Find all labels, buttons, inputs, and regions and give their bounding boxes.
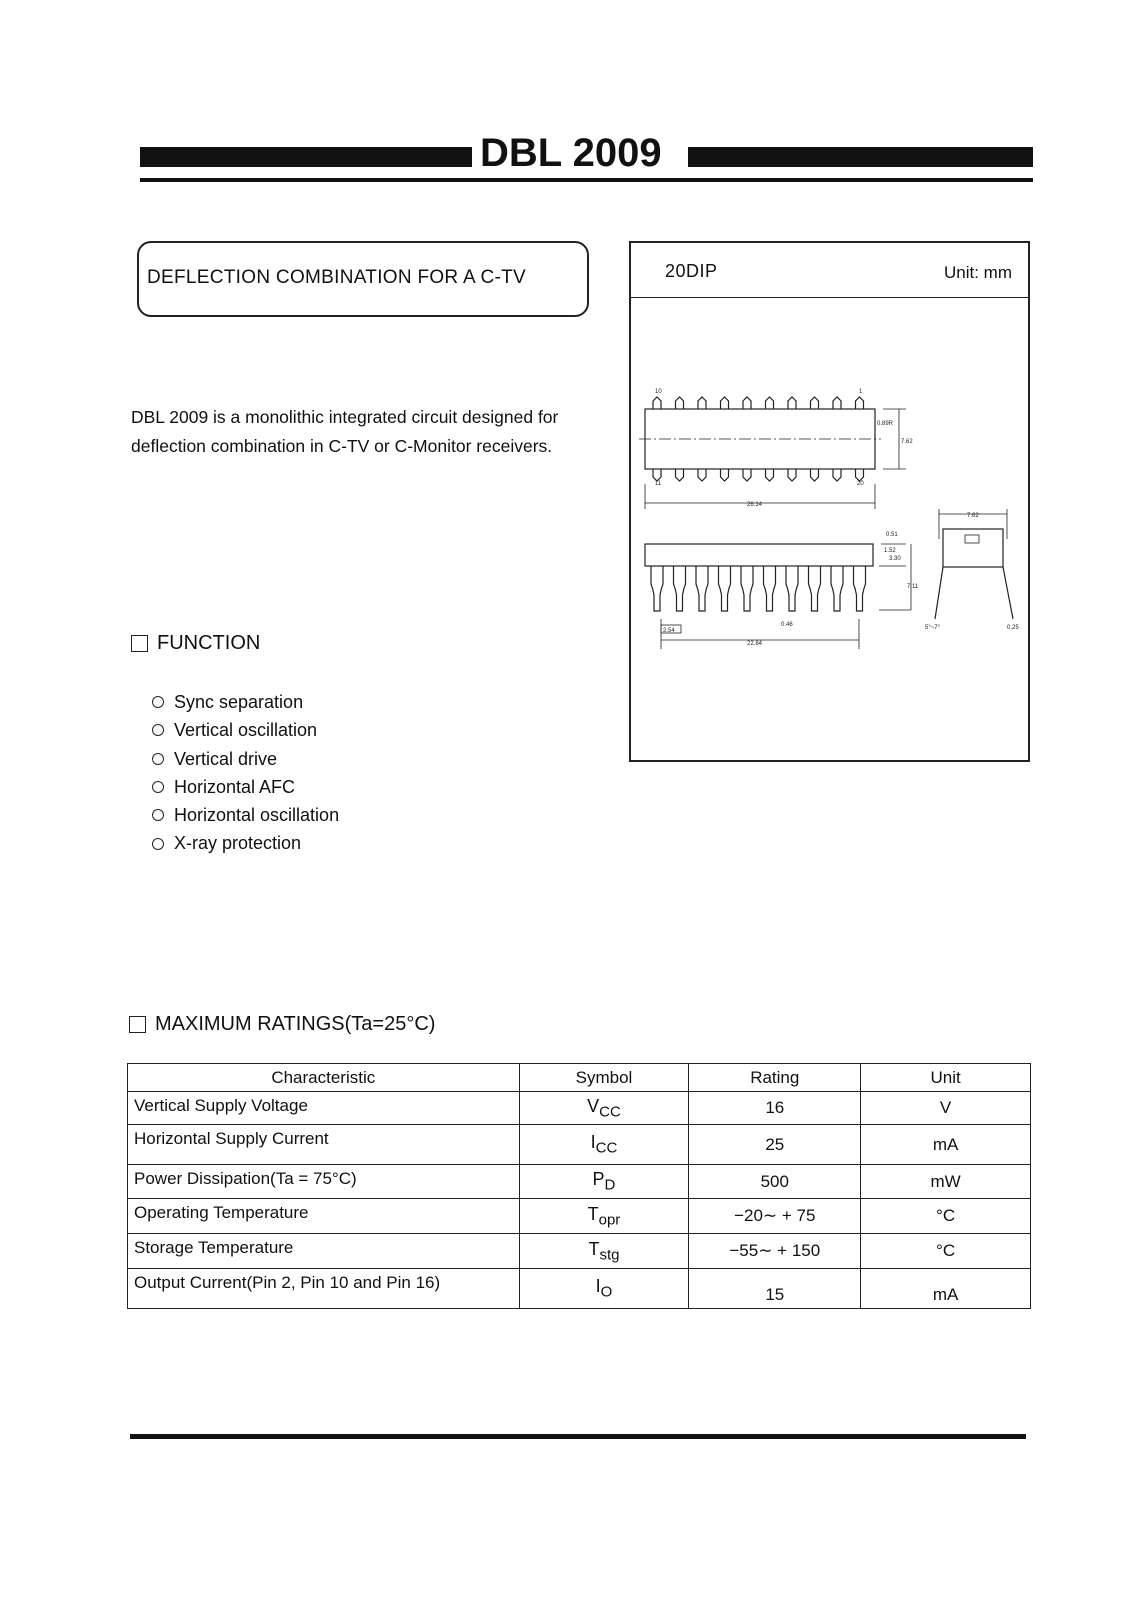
- pin-bottom: [788, 469, 796, 481]
- cell-unit: mW: [861, 1165, 1031, 1199]
- dim-angle: 5°~7°: [925, 625, 940, 631]
- pin-top: [856, 397, 864, 409]
- table-row: [128, 1125, 1031, 1165]
- front-view: [645, 544, 911, 649]
- cell-characteristic: Output Current(Pin 2, Pin 10 and Pin 16): [128, 1269, 520, 1309]
- description-paragraph: DBL 2009 is a monolithic integrated circuit designed for deflection combination in C-TV or C-Monitor receivers.: [131, 407, 559, 456]
- cell-rating: 15: [689, 1269, 861, 1309]
- cell-symbol: $I_{CC}$: [519, 1125, 689, 1165]
- subtitle-text: DEFLECTION COMBINATION FOR A C-TV: [147, 267, 527, 288]
- pin-bottom: [743, 469, 751, 481]
- dim-lead-t2: 1.52: [884, 548, 896, 554]
- lead-front: [809, 566, 821, 611]
- pin-bottom: [653, 469, 661, 481]
- pin-top: [698, 397, 706, 409]
- cell-unit: °C: [861, 1199, 1031, 1234]
- cell-characteristic: Operating Temperature: [128, 1199, 520, 1234]
- pin-top: [721, 397, 729, 409]
- cell-symbol: $V_{CC}$: [519, 1092, 689, 1125]
- pin-top: [653, 397, 661, 409]
- table-row: [128, 1199, 1031, 1234]
- pin-top: [743, 397, 751, 409]
- pin-top: [766, 397, 774, 409]
- table-row: [128, 1092, 1031, 1125]
- package-unit: Unit: mm: [944, 263, 1012, 282]
- cell-symbol: $T_{opr}$: [519, 1199, 689, 1234]
- pin-label-10: 10: [655, 389, 662, 395]
- pin-bottom: [676, 469, 684, 481]
- pin-bottom: [721, 469, 729, 481]
- dim-lead-t3: 3.30: [889, 556, 901, 562]
- footer-rule: [130, 1434, 1026, 1439]
- dim-side-width: 7.62: [967, 513, 979, 519]
- pin-top: [833, 397, 841, 409]
- package-outline-drawing: [631, 299, 1028, 764]
- dim-notch: 0.89R: [877, 421, 894, 427]
- pin-bottom: [698, 469, 706, 481]
- list-item: Sync separation: [152, 688, 339, 716]
- checkbox-square-icon: [131, 635, 148, 652]
- pin-bottom: [811, 469, 819, 481]
- lead-front: [764, 566, 776, 611]
- ratings-table: [127, 1063, 1031, 1309]
- column-header: Symbol: [519, 1064, 689, 1092]
- cell-rating: 16: [689, 1092, 861, 1125]
- dim-lead-thickness: 0.25: [1007, 625, 1019, 631]
- lead-front: [651, 566, 663, 611]
- column-header: Unit: [861, 1064, 1031, 1092]
- cell-symbol: $T_{stg}$: [519, 1234, 689, 1269]
- cell-unit: V: [861, 1092, 1031, 1125]
- cell-rating: −20∼ + 75: [689, 1199, 861, 1234]
- pin-top: [811, 397, 819, 409]
- list-item: Vertical drive: [152, 745, 339, 773]
- lead-front: [696, 566, 708, 611]
- checkbox-square-icon: [129, 1016, 146, 1033]
- header-rule: [140, 178, 1033, 182]
- column-header: Characteristic: [128, 1064, 520, 1092]
- package-header: [631, 243, 1028, 298]
- lead-front: [741, 566, 753, 611]
- lead-front: [719, 566, 731, 611]
- ratings-heading: [129, 1013, 435, 1036]
- dim-lead-width: 0.46: [781, 622, 793, 628]
- circle-bullet-icon: [152, 838, 164, 850]
- table-row: [128, 1269, 1031, 1309]
- header-bar-left: [140, 147, 472, 167]
- dim-lead-t1: 0.51: [886, 532, 898, 538]
- cell-characteristic: Vertical Supply Voltage: [128, 1092, 520, 1125]
- cell-characteristic: Power Dissipation(Ta = 75°C): [128, 1165, 520, 1199]
- circle-bullet-icon: [152, 781, 164, 793]
- table-header-row: [128, 1064, 1031, 1092]
- list-item: Vertical oscillation: [152, 716, 339, 744]
- pin-label-11: 11: [655, 481, 662, 487]
- package-name: 20DIP: [665, 261, 718, 281]
- pin-top: [788, 397, 796, 409]
- list-item: X-ray protection: [152, 829, 339, 857]
- cell-characteristic: Storage Temperature: [128, 1234, 520, 1269]
- cell-symbol: $P_D$: [519, 1165, 689, 1199]
- package-drawing-box: [629, 241, 1030, 762]
- dim-pitch: 2.54: [663, 628, 675, 634]
- list-item: Horizontal oscillation: [152, 801, 339, 829]
- circle-bullet-icon: [152, 753, 164, 765]
- column-header: Rating: [689, 1064, 861, 1092]
- cell-unit: mA: [861, 1125, 1031, 1165]
- cell-unit: °C: [861, 1234, 1031, 1269]
- dim-width-top: 7.62: [901, 439, 913, 445]
- top-view: [639, 397, 906, 509]
- dim-span: 22.84: [747, 641, 763, 647]
- cell-rating: −55∼ + 150: [689, 1234, 861, 1269]
- header-bar-right: [688, 147, 1033, 167]
- cell-rating: 25: [689, 1125, 861, 1165]
- lead-front: [831, 566, 843, 611]
- page-title: DBL 2009: [480, 131, 662, 175]
- function-list: [152, 688, 339, 858]
- circle-bullet-icon: [152, 809, 164, 821]
- dim-height: 7.11: [907, 584, 919, 590]
- table-row: [128, 1234, 1031, 1269]
- ratings-heading-label: MAXIMUM RATINGS(Ta=25°C): [155, 1013, 436, 1035]
- pin-bottom: [856, 469, 864, 481]
- lead-front: [786, 566, 798, 611]
- side-view: [935, 509, 1013, 619]
- function-heading-label: FUNCTION: [157, 632, 261, 654]
- function-heading: [131, 632, 260, 655]
- table-row: [128, 1165, 1031, 1199]
- pin-label-1: 1: [859, 389, 863, 395]
- cell-characteristic: Horizontal Supply Current: [128, 1125, 520, 1165]
- lead-front: [674, 566, 686, 611]
- circle-bullet-icon: [152, 724, 164, 736]
- cell-unit: mA: [861, 1269, 1031, 1309]
- list-item: Horizontal AFC: [152, 773, 339, 801]
- pin-label-20: 20: [857, 481, 864, 487]
- lead-front: [854, 566, 866, 611]
- dim-length: 26.14: [747, 502, 763, 508]
- circle-bullet-icon: [152, 696, 164, 708]
- pin-bottom: [766, 469, 774, 481]
- pin-bottom: [833, 469, 841, 481]
- cell-symbol: $I_O$: [519, 1269, 689, 1309]
- cell-rating: 500: [689, 1165, 861, 1199]
- pin-top: [676, 397, 684, 409]
